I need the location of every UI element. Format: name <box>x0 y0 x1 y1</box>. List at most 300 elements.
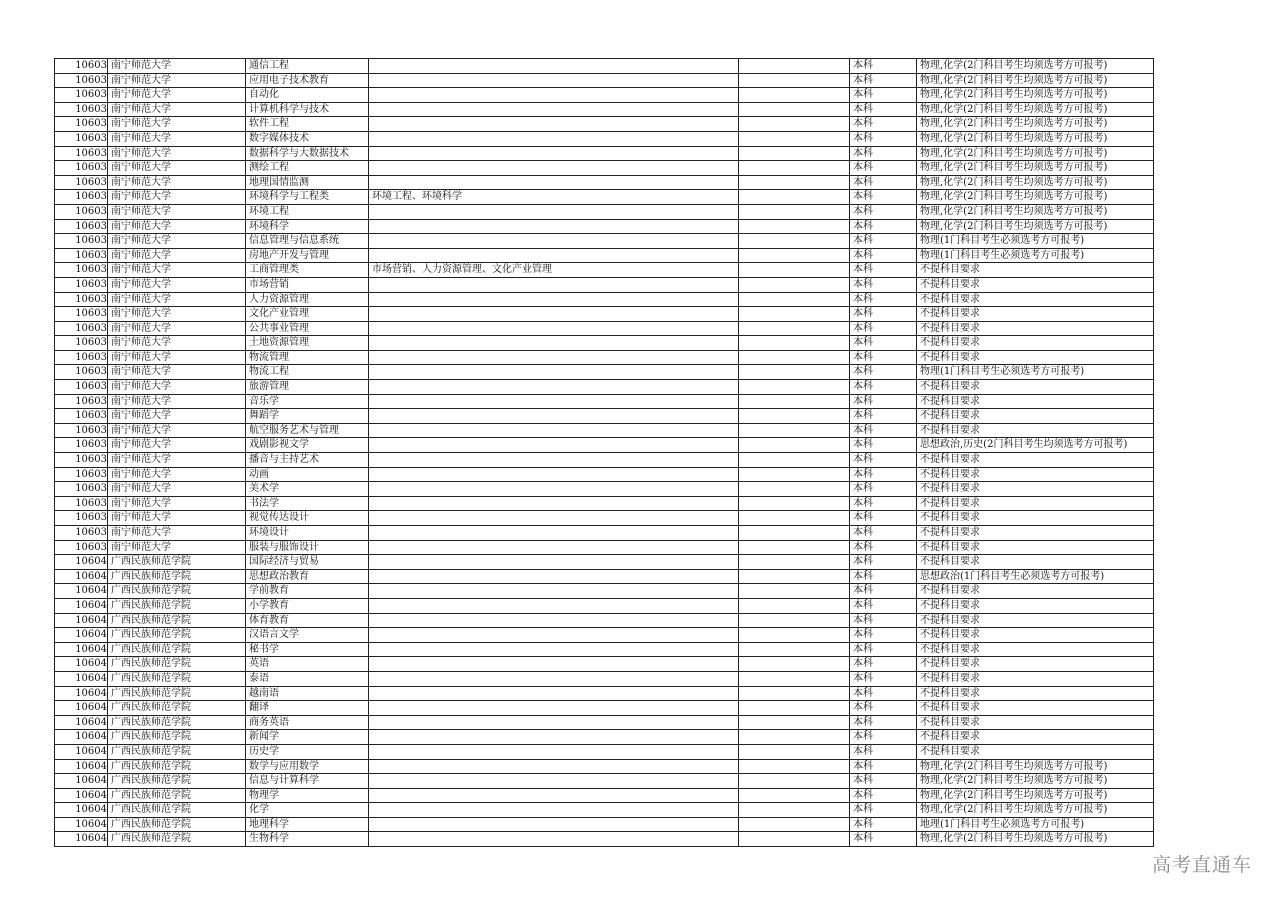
note-cell <box>739 482 850 497</box>
table-row <box>55 584 1154 599</box>
school-name-cell: 广西民族师范学院 <box>108 832 246 847</box>
subject-requirement-cell: 物理,化学(2门科目考生均须选考方可报考) <box>917 146 1154 161</box>
note-cell <box>739 423 850 438</box>
note-cell <box>739 788 850 803</box>
school-name-cell: 广西民族师范学院 <box>108 715 246 730</box>
included-majors-cell <box>369 350 739 365</box>
included-majors-cell <box>369 613 739 628</box>
note-cell <box>739 686 850 701</box>
table-row <box>55 117 1154 132</box>
included-majors-cell <box>369 759 739 774</box>
note-cell <box>739 555 850 570</box>
included-majors-cell <box>369 131 739 146</box>
enrollment-requirements-table <box>54 58 1154 847</box>
level-cell: 本科 <box>850 642 917 657</box>
level-cell: 本科 <box>850 526 917 541</box>
subject-requirement-cell: 不提科目要求 <box>917 350 1154 365</box>
note-cell <box>739 365 850 380</box>
table-row <box>55 496 1154 511</box>
school-name-cell: 广西民族师范学院 <box>108 671 246 686</box>
level-cell: 本科 <box>850 336 917 351</box>
school-code-cell: 10603 <box>55 248 108 263</box>
school-name-cell: 广西民族师范学院 <box>108 657 246 672</box>
included-majors-cell <box>369 555 739 570</box>
school-name-cell: 南宁师范大学 <box>108 438 246 453</box>
school-code-cell: 10604 <box>55 744 108 759</box>
table-row <box>55 263 1154 278</box>
included-majors-cell <box>369 438 739 453</box>
table-row <box>55 365 1154 380</box>
note-cell <box>739 526 850 541</box>
level-cell: 本科 <box>850 598 917 613</box>
school-code-cell: 10604 <box>55 671 108 686</box>
level-cell: 本科 <box>850 671 917 686</box>
major-cell: 公共事业管理 <box>246 321 369 336</box>
subject-requirement-cell: 物理(1门科目考生必须选考方可报考) <box>917 365 1154 380</box>
note-cell <box>739 584 850 599</box>
school-name-cell: 南宁师范大学 <box>108 88 246 103</box>
included-majors-cell: 环境工程、环境科学 <box>369 190 739 205</box>
table-row <box>55 715 1154 730</box>
level-cell: 本科 <box>850 394 917 409</box>
included-majors-cell <box>369 146 739 161</box>
school-code-cell: 10604 <box>55 598 108 613</box>
subject-requirement-cell: 不提科目要求 <box>917 467 1154 482</box>
school-name-cell: 南宁师范大学 <box>108 496 246 511</box>
included-majors-cell <box>369 628 739 643</box>
level-cell: 本科 <box>850 540 917 555</box>
included-majors-cell <box>369 336 739 351</box>
subject-requirement-cell: 物理,化学(2门科目考生均须选考方可报考) <box>917 117 1154 132</box>
subject-requirement-cell: 不提科目要求 <box>917 555 1154 570</box>
included-majors-cell <box>369 219 739 234</box>
table-row <box>55 803 1154 818</box>
school-name-cell: 南宁师范大学 <box>108 204 246 219</box>
table-row <box>55 438 1154 453</box>
school-code-cell: 10604 <box>55 686 108 701</box>
included-majors-cell <box>369 453 739 468</box>
school-name-cell: 南宁师范大学 <box>108 248 246 263</box>
school-code-cell: 10603 <box>55 59 108 74</box>
note-cell <box>739 219 850 234</box>
subject-requirement-cell: 不提科目要求 <box>917 744 1154 759</box>
school-code-cell: 10604 <box>55 759 108 774</box>
level-cell: 本科 <box>850 496 917 511</box>
note-cell <box>739 234 850 249</box>
level-cell: 本科 <box>850 234 917 249</box>
included-majors-cell <box>369 117 739 132</box>
subject-requirement-cell: 物理,化学(2门科目考生均须选考方可报考) <box>917 59 1154 74</box>
table-row <box>55 686 1154 701</box>
level-cell: 本科 <box>850 467 917 482</box>
included-majors-cell <box>369 423 739 438</box>
note-cell <box>739 248 850 263</box>
table-row <box>55 307 1154 322</box>
school-code-cell: 10604 <box>55 701 108 716</box>
level-cell: 本科 <box>850 730 917 745</box>
school-name-cell: 南宁师范大学 <box>108 350 246 365</box>
level-cell: 本科 <box>850 584 917 599</box>
subject-requirement-cell: 不提科目要求 <box>917 394 1154 409</box>
major-cell: 自动化 <box>246 88 369 103</box>
school-code-cell: 10603 <box>55 88 108 103</box>
school-code-cell: 10603 <box>55 321 108 336</box>
major-cell: 英语 <box>246 657 369 672</box>
note-cell <box>739 292 850 307</box>
school-name-cell: 广西民族师范学院 <box>108 817 246 832</box>
school-code-cell: 10604 <box>55 613 108 628</box>
note-cell <box>739 146 850 161</box>
note-cell <box>739 161 850 176</box>
subject-requirement-cell: 不提科目要求 <box>917 715 1154 730</box>
level-cell: 本科 <box>850 409 917 424</box>
included-majors-cell <box>369 161 739 176</box>
school-code-cell: 10603 <box>55 409 108 424</box>
school-name-cell: 广西民族师范学院 <box>108 774 246 789</box>
school-code-cell: 10603 <box>55 526 108 541</box>
school-name-cell: 南宁师范大学 <box>108 175 246 190</box>
level-cell: 本科 <box>850 511 917 526</box>
included-majors-cell <box>369 321 739 336</box>
table-row <box>55 540 1154 555</box>
school-code-cell: 10603 <box>55 336 108 351</box>
table-row <box>55 234 1154 249</box>
included-majors-cell <box>369 73 739 88</box>
school-code-cell: 10604 <box>55 817 108 832</box>
included-majors-cell <box>369 832 739 847</box>
included-majors-cell <box>369 248 739 263</box>
watermark-text: 高考直通车 <box>1151 854 1252 876</box>
note-cell <box>739 467 850 482</box>
note-cell <box>739 438 850 453</box>
subject-requirement-cell: 不提科目要求 <box>917 526 1154 541</box>
note-cell <box>739 832 850 847</box>
school-code-cell: 10603 <box>55 234 108 249</box>
note-cell <box>739 88 850 103</box>
school-code-cell: 10603 <box>55 73 108 88</box>
note-cell <box>739 263 850 278</box>
major-cell: 小学教育 <box>246 598 369 613</box>
subject-requirement-cell: 不提科目要求 <box>917 380 1154 395</box>
note-cell <box>739 598 850 613</box>
subject-requirement-cell: 不提科目要求 <box>917 628 1154 643</box>
level-cell: 本科 <box>850 569 917 584</box>
level-cell: 本科 <box>850 131 917 146</box>
included-majors-cell <box>369 467 739 482</box>
note-cell <box>739 657 850 672</box>
table-row <box>55 774 1154 789</box>
school-code-cell: 10604 <box>55 584 108 599</box>
level-cell: 本科 <box>850 146 917 161</box>
school-code-cell: 10604 <box>55 628 108 643</box>
major-cell: 越南语 <box>246 686 369 701</box>
major-cell: 环境科学与工程类 <box>246 190 369 205</box>
major-cell: 视觉传达设计 <box>246 511 369 526</box>
school-code-cell: 10604 <box>55 657 108 672</box>
major-cell: 新闻学 <box>246 730 369 745</box>
subject-requirement-cell: 物理(1门科目考生必须选考方可报考) <box>917 248 1154 263</box>
school-name-cell: 南宁师范大学 <box>108 409 246 424</box>
subject-requirement-cell: 不提科目要求 <box>917 701 1154 716</box>
table-row <box>55 642 1154 657</box>
note-cell <box>739 817 850 832</box>
table-row <box>55 204 1154 219</box>
major-cell: 软件工程 <box>246 117 369 132</box>
level-cell: 本科 <box>850 350 917 365</box>
subject-requirement-cell: 物理,化学(2门科目考生均须选考方可报考) <box>917 73 1154 88</box>
subject-requirement-cell: 思想政治(1门科目考生必须选考方可报考) <box>917 569 1154 584</box>
major-cell: 土地资源管理 <box>246 336 369 351</box>
major-cell: 人力资源管理 <box>246 292 369 307</box>
note-cell <box>739 380 850 395</box>
school-name-cell: 南宁师范大学 <box>108 526 246 541</box>
school-code-cell: 10603 <box>55 540 108 555</box>
subject-requirement-cell: 不提科目要求 <box>917 263 1154 278</box>
school-code-cell: 10604 <box>55 642 108 657</box>
school-code-cell: 10604 <box>55 730 108 745</box>
major-cell: 体育教育 <box>246 613 369 628</box>
included-majors-cell <box>369 526 739 541</box>
school-name-cell: 南宁师范大学 <box>108 234 246 249</box>
included-majors-cell <box>369 817 739 832</box>
school-code-cell: 10604 <box>55 803 108 818</box>
table-row <box>55 423 1154 438</box>
subject-requirement-cell: 物理(1门科目考生必须选考方可报考) <box>917 234 1154 249</box>
included-majors-cell <box>369 774 739 789</box>
school-code-cell: 10603 <box>55 438 108 453</box>
subject-requirement-cell: 物理,化学(2门科目考生均须选考方可报考) <box>917 774 1154 789</box>
included-majors-cell <box>369 380 739 395</box>
school-code-cell: 10603 <box>55 204 108 219</box>
table-row <box>55 102 1154 117</box>
school-code-cell: 10603 <box>55 423 108 438</box>
subject-requirement-cell: 物理,化学(2门科目考生均须选考方可报考) <box>917 88 1154 103</box>
school-name-cell: 南宁师范大学 <box>108 73 246 88</box>
subject-requirement-cell: 不提科目要求 <box>917 292 1154 307</box>
school-code-cell: 10603 <box>55 190 108 205</box>
major-cell: 学前教育 <box>246 584 369 599</box>
level-cell: 本科 <box>850 482 917 497</box>
table-row <box>55 759 1154 774</box>
school-code-cell: 10604 <box>55 788 108 803</box>
major-cell: 国际经济与贸易 <box>246 555 369 570</box>
school-name-cell: 广西民族师范学院 <box>108 569 246 584</box>
major-cell: 地理科学 <box>246 817 369 832</box>
included-majors-cell <box>369 540 739 555</box>
major-cell: 数学与应用数学 <box>246 759 369 774</box>
included-majors-cell <box>369 584 739 599</box>
school-code-cell: 10603 <box>55 453 108 468</box>
subject-requirement-cell: 不提科目要求 <box>917 321 1154 336</box>
school-code-cell: 10604 <box>55 555 108 570</box>
subject-requirement-cell: 物理,化学(2门科目考生均须选考方可报考) <box>917 832 1154 847</box>
major-cell: 泰语 <box>246 671 369 686</box>
subject-requirement-cell: 不提科目要求 <box>917 277 1154 292</box>
table-body <box>55 59 1154 847</box>
school-name-cell: 南宁师范大学 <box>108 394 246 409</box>
major-cell: 翻译 <box>246 701 369 716</box>
school-name-cell: 南宁师范大学 <box>108 423 246 438</box>
school-name-cell: 南宁师范大学 <box>108 380 246 395</box>
included-majors-cell <box>369 204 739 219</box>
level-cell: 本科 <box>850 307 917 322</box>
note-cell <box>739 73 850 88</box>
table-row <box>55 511 1154 526</box>
included-majors-cell <box>369 788 739 803</box>
school-name-cell: 南宁师范大学 <box>108 292 246 307</box>
note-cell <box>739 511 850 526</box>
note-cell <box>739 642 850 657</box>
level-cell: 本科 <box>850 380 917 395</box>
subject-requirement-cell: 不提科目要求 <box>917 584 1154 599</box>
table-row <box>55 788 1154 803</box>
school-name-cell: 南宁师范大学 <box>108 365 246 380</box>
major-cell: 物理学 <box>246 788 369 803</box>
major-cell: 音乐学 <box>246 394 369 409</box>
table-row <box>55 190 1154 205</box>
school-code-cell: 10603 <box>55 394 108 409</box>
major-cell: 环境工程 <box>246 204 369 219</box>
major-cell: 数字媒体技术 <box>246 131 369 146</box>
subject-requirement-cell: 不提科目要求 <box>917 686 1154 701</box>
major-cell: 文化产业管理 <box>246 307 369 322</box>
major-cell: 通信工程 <box>246 59 369 74</box>
included-majors-cell <box>369 730 739 745</box>
school-name-cell: 南宁师范大学 <box>108 511 246 526</box>
included-majors-cell <box>369 715 739 730</box>
subject-requirement-cell: 物理,化学(2门科目考生均须选考方可报考) <box>917 190 1154 205</box>
subject-requirement-cell: 物理,化学(2门科目考生均须选考方可报考) <box>917 759 1154 774</box>
table-row <box>55 453 1154 468</box>
note-cell <box>739 394 850 409</box>
table-row <box>55 219 1154 234</box>
table-row <box>55 598 1154 613</box>
note-cell <box>739 59 850 74</box>
included-majors-cell <box>369 701 739 716</box>
major-cell: 测绘工程 <box>246 161 369 176</box>
major-cell: 信息与计算科学 <box>246 774 369 789</box>
level-cell: 本科 <box>850 817 917 832</box>
note-cell <box>739 102 850 117</box>
note-cell <box>739 715 850 730</box>
school-name-cell: 南宁师范大学 <box>108 336 246 351</box>
level-cell: 本科 <box>850 88 917 103</box>
level-cell: 本科 <box>850 321 917 336</box>
level-cell: 本科 <box>850 277 917 292</box>
table-row <box>55 131 1154 146</box>
major-cell: 思想政治教育 <box>246 569 369 584</box>
level-cell: 本科 <box>850 248 917 263</box>
included-majors-cell <box>369 59 739 74</box>
school-name-cell: 南宁师范大学 <box>108 540 246 555</box>
school-name-cell: 广西民族师范学院 <box>108 701 246 716</box>
school-code-cell: 10603 <box>55 292 108 307</box>
school-name-cell: 南宁师范大学 <box>108 482 246 497</box>
included-majors-cell <box>369 686 739 701</box>
school-code-cell: 10603 <box>55 219 108 234</box>
level-cell: 本科 <box>850 190 917 205</box>
table-row <box>55 394 1154 409</box>
school-name-cell: 广西民族师范学院 <box>108 628 246 643</box>
subject-requirement-cell: 思想政治,历史(2门科目考生均须选考方可报考) <box>917 438 1154 453</box>
note-cell <box>739 350 850 365</box>
table-row <box>55 336 1154 351</box>
subject-requirement-cell: 不提科目要求 <box>917 642 1154 657</box>
level-cell: 本科 <box>850 686 917 701</box>
table-row <box>55 555 1154 570</box>
major-cell: 地理国情监测 <box>246 175 369 190</box>
included-majors-cell <box>369 394 739 409</box>
level-cell: 本科 <box>850 263 917 278</box>
subject-requirement-cell: 不提科目要求 <box>917 657 1154 672</box>
table-row <box>55 730 1154 745</box>
included-majors-cell <box>369 234 739 249</box>
school-name-cell: 南宁师范大学 <box>108 307 246 322</box>
subject-requirement-cell: 物理,化学(2门科目考生均须选考方可报考) <box>917 131 1154 146</box>
table-row <box>55 744 1154 759</box>
level-cell: 本科 <box>850 453 917 468</box>
table-row <box>55 613 1154 628</box>
school-code-cell: 10603 <box>55 307 108 322</box>
school-code-cell: 10603 <box>55 482 108 497</box>
subject-requirement-cell: 不提科目要求 <box>917 613 1154 628</box>
level-cell: 本科 <box>850 613 917 628</box>
school-code-cell: 10603 <box>55 146 108 161</box>
school-name-cell: 广西民族师范学院 <box>108 803 246 818</box>
school-code-cell: 10603 <box>55 350 108 365</box>
level-cell: 本科 <box>850 701 917 716</box>
major-cell: 物流工程 <box>246 365 369 380</box>
school-code-cell: 10603 <box>55 102 108 117</box>
included-majors-cell <box>369 803 739 818</box>
major-cell: 化学 <box>246 803 369 818</box>
school-code-cell: 10604 <box>55 569 108 584</box>
school-code-cell: 10603 <box>55 131 108 146</box>
school-name-cell: 广西民族师范学院 <box>108 613 246 628</box>
school-name-cell: 广西民族师范学院 <box>108 584 246 599</box>
table-row <box>55 88 1154 103</box>
level-cell: 本科 <box>850 744 917 759</box>
note-cell <box>739 117 850 132</box>
included-majors-cell <box>369 657 739 672</box>
included-majors-cell <box>369 88 739 103</box>
note-cell <box>739 190 850 205</box>
level-cell: 本科 <box>850 788 917 803</box>
level-cell: 本科 <box>850 715 917 730</box>
subject-requirement-cell: 物理,化学(2门科目考生均须选考方可报考) <box>917 175 1154 190</box>
major-cell: 历史学 <box>246 744 369 759</box>
note-cell <box>739 336 850 351</box>
note-cell <box>739 730 850 745</box>
school-code-cell: 10603 <box>55 175 108 190</box>
table-row <box>55 832 1154 847</box>
table-row <box>55 657 1154 672</box>
school-name-cell: 广西民族师范学院 <box>108 686 246 701</box>
subject-requirement-cell: 物理,化学(2门科目考生均须选考方可报考) <box>917 803 1154 818</box>
level-cell: 本科 <box>850 657 917 672</box>
school-code-cell: 10603 <box>55 496 108 511</box>
major-cell: 数据科学与大数据技术 <box>246 146 369 161</box>
school-name-cell: 广西民族师范学院 <box>108 759 246 774</box>
level-cell: 本科 <box>850 73 917 88</box>
included-majors-cell <box>369 292 739 307</box>
table-row <box>55 628 1154 643</box>
major-cell: 服装与服饰设计 <box>246 540 369 555</box>
level-cell: 本科 <box>850 759 917 774</box>
subject-requirement-cell: 不提科目要求 <box>917 496 1154 511</box>
note-cell <box>739 277 850 292</box>
level-cell: 本科 <box>850 803 917 818</box>
